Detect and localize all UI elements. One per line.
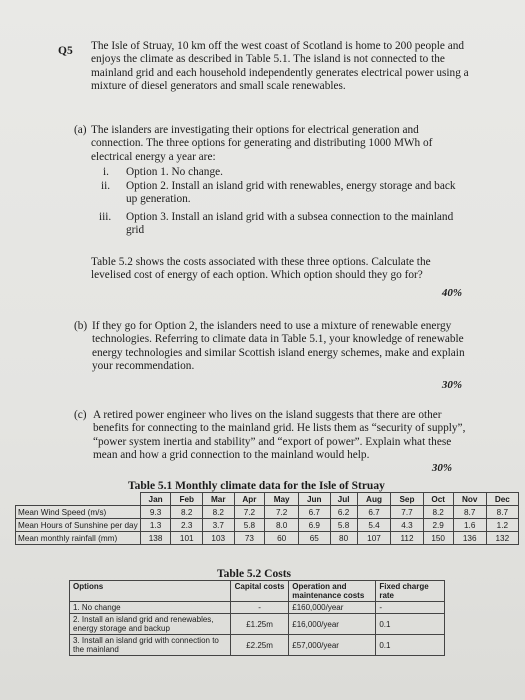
table-cell: £16,000/year — [289, 614, 376, 635]
table-cell: 103 — [203, 532, 235, 545]
part-c-label: (c) — [74, 409, 87, 421]
table-cell: 150 — [423, 532, 453, 545]
table-cell: 2.3 — [171, 519, 203, 532]
month-header: Feb — [171, 493, 203, 506]
table-cell: 3.7 — [203, 519, 235, 532]
part-a-label: (a) — [74, 124, 87, 136]
table-cell: 107 — [357, 532, 391, 545]
table-cell: 5.8 — [330, 519, 357, 532]
table-row — [16, 506, 519, 519]
table-5-1-caption: Table 5.1 Monthly climate data for the Isle of Struay — [128, 480, 385, 492]
table-5-2-caption: Table 5.2 Costs — [217, 568, 292, 580]
month-header: Aug — [357, 493, 391, 506]
month-header: Sep — [391, 493, 423, 506]
table-cell: 8.7 — [486, 506, 518, 519]
costs-table — [69, 580, 445, 656]
table-cell: 6.7 — [299, 506, 331, 519]
column-header: Capital costs — [230, 581, 288, 602]
option-text: Option 1. No change. — [126, 166, 223, 178]
option-number: i. — [103, 166, 109, 178]
table-cell: 2. Install an island grid and renewables, energy storage and backup — [70, 614, 231, 635]
table-cell: - — [230, 602, 288, 614]
table-row — [16, 532, 519, 545]
month-header: May — [265, 493, 299, 506]
table-cell: 1.6 — [453, 519, 486, 532]
table-cell: £1.25m — [230, 614, 288, 635]
table-cell: 80 — [330, 532, 357, 545]
table-cell: - — [376, 602, 445, 614]
part-a-weight: 40% — [441, 287, 462, 299]
table-cell: 4.3 — [391, 519, 423, 532]
part-a-text: The islanders are investigating their options for electrical generation and connection. The three options for generating and distributing 1000 MWh of electrical energy a year are: — [91, 124, 433, 163]
table-row — [70, 614, 445, 635]
table-cell: 5.4 — [357, 519, 391, 532]
option-item — [91, 166, 473, 180]
table-cell: 0.1 — [376, 614, 445, 635]
table-cell: 3. Install an island grid with connection to the mainland — [70, 635, 231, 656]
table-cell: 60 — [265, 532, 299, 545]
table-cell: 8.0 — [265, 519, 299, 532]
table-header-row — [70, 581, 445, 602]
table-cell: 2.9 — [423, 519, 453, 532]
month-header: Mar — [203, 493, 235, 506]
header-blank — [16, 493, 141, 506]
column-header: Options — [70, 581, 231, 602]
table-cell: 8.7 — [453, 506, 486, 519]
table-cell: 0.1 — [376, 635, 445, 656]
table-cell: 6.9 — [299, 519, 331, 532]
table-cell: 1.2 — [486, 519, 518, 532]
month-header: Jun — [299, 493, 331, 506]
table-cell: 5.8 — [234, 519, 265, 532]
climate-table — [15, 492, 519, 545]
question-number: Q5 — [58, 45, 73, 57]
table-cell: £160,000/year — [289, 602, 376, 614]
question-intro: The Isle of Struay, 10 km off the west coast of Scotland is home to 200 people and enjoys the climate as described in Table 5.1. The island is not connected to the mainland grid and each household independently generates electrical power using a mixture of diesel generators and small scale renewables. — [91, 40, 469, 93]
month-header: Nov — [453, 493, 486, 506]
table-cell: 8.2 — [423, 506, 453, 519]
table-cell: 8.2 — [203, 506, 235, 519]
table-cell: 112 — [391, 532, 423, 545]
table-cell: 132 — [486, 532, 518, 545]
row-label: Mean Wind Speed (m/s) — [16, 506, 141, 519]
table-cell: 6.2 — [330, 506, 357, 519]
table-header-row — [16, 493, 519, 506]
month-header: Jul — [330, 493, 357, 506]
table-cell: 7.7 — [391, 506, 423, 519]
part-b-label: (b) — [74, 320, 88, 332]
row-label: Mean monthly rainfall (mm) — [16, 532, 141, 545]
table-cell: 7.2 — [265, 506, 299, 519]
table-row — [16, 519, 519, 532]
table-cell: 7.2 — [234, 506, 265, 519]
month-header: Dec — [486, 493, 518, 506]
table-row — [70, 602, 445, 614]
row-label: Mean Hours of Sunshine per day — [16, 519, 141, 532]
table-cell: 9.3 — [140, 506, 171, 519]
table-cell: 1. No change — [70, 602, 231, 614]
table-cell: £57,000/year — [289, 635, 376, 656]
option-number: iii. — [99, 211, 112, 223]
option-text: Option 3. Install an island grid with a subsea connection to the mainland grid — [126, 211, 454, 237]
month-header: Jan — [140, 493, 171, 506]
option-text: Option 2. Install an island grid with renewables, energy storage and back up generation. — [126, 180, 456, 206]
option-item — [91, 211, 473, 239]
part-b-text: If they go for Option 2, the islanders need to use a mixture of renewable energy technologies. Referring to climate data in Table 5.1, your knowledge of renewable energy technologies and similar Scottish island energy schemes, make and explain your recommendation. — [92, 320, 465, 373]
part-a-text-2: Table 5.2 shows the costs associated with these three options. Calculate the levelised cost of energy of each option. Which option should they go for? — [91, 256, 431, 282]
part-c-weight: 30% — [431, 462, 452, 474]
table-cell: 8.2 — [171, 506, 203, 519]
table-cell: 6.7 — [357, 506, 391, 519]
month-header: Oct — [423, 493, 453, 506]
option-number: ii. — [101, 180, 111, 192]
part-b-weight: 30% — [441, 379, 462, 391]
column-header: Operation and maintenance costs — [289, 581, 376, 602]
table-cell: 65 — [299, 532, 331, 545]
table-cell: 138 — [140, 532, 171, 545]
table-row — [70, 635, 445, 656]
table-cell: £2.25m — [230, 635, 288, 656]
month-header: Apr — [234, 493, 265, 506]
table-cell: 136 — [453, 532, 486, 545]
part-c-text: A retired power engineer who lives on the island suggests that there are other benefits for connecting to the mainland grid. He lists them as “security of supply”, “power system inertia and stability” and “export of power”. Explain what these mean and how a grid connection to the mainland would help. — [93, 409, 466, 462]
table-cell: 1.3 — [140, 519, 171, 532]
option-item — [91, 180, 473, 208]
table-cell: 101 — [171, 532, 203, 545]
table-cell: 73 — [234, 532, 265, 545]
column-header: Fixed charge rate — [376, 581, 445, 602]
